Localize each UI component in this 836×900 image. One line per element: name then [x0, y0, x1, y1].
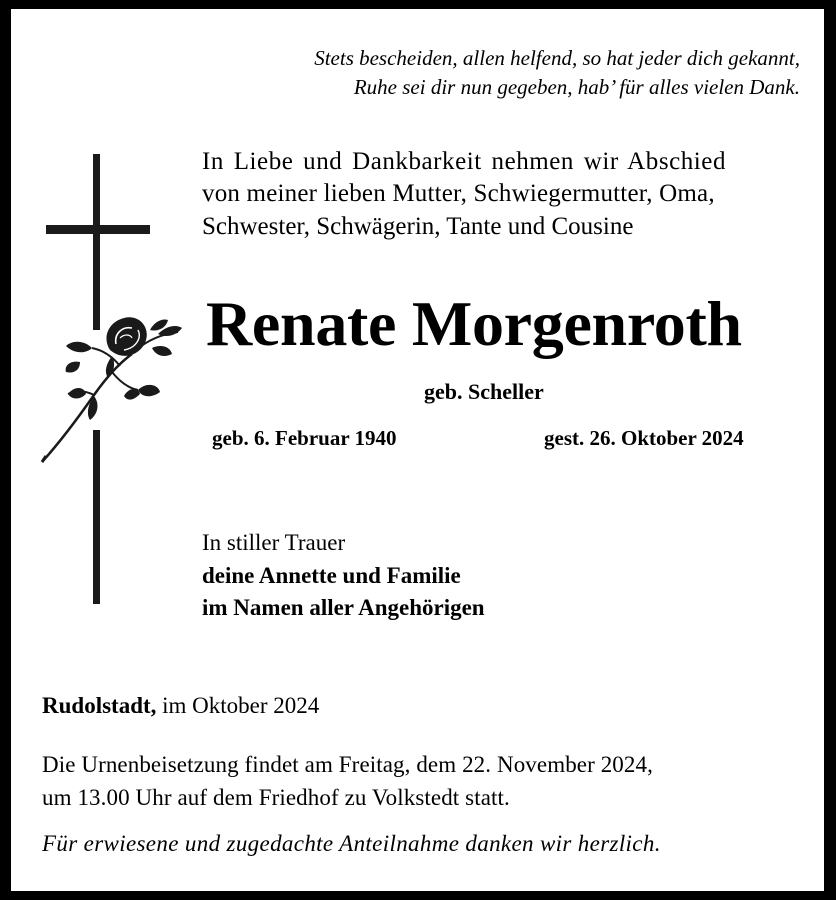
notice-date: im Oktober 2024: [162, 693, 320, 718]
birth-date: geb. 6. Februar 1940: [212, 426, 397, 450]
place-date-line: [42, 690, 319, 722]
intro-line-1: In Liebe und Dankbarkeit nehmen wir Abschied: [202, 148, 726, 175]
burial-line-1: Die Urnenbeisetzung findet am Freitag, dem 22. November 2024,: [42, 752, 653, 777]
death-date: gest. 26. Oktober 2024: [544, 426, 744, 450]
motto-line-2: Ruhe sei dir nun gegeben, hab’ für alles vielen Dank.: [353, 75, 800, 99]
burial-line-2: um 13.00 Uhr auf dem Friedhof zu Volkstedt statt.: [42, 785, 510, 810]
intro-line-3: Schwester, Schwägerin, Tante und Cousine: [202, 213, 634, 240]
mourning-line-2: deine Annette und Familie: [202, 563, 461, 588]
thanks-line: Für erwiesene und zugedachte Anteilnahme danken wir herzlich.: [42, 831, 661, 856]
deceased-name: Renate Morgenroth: [206, 288, 742, 359]
maiden-name: geb. Scheller: [424, 379, 544, 404]
intro-line-2: von meiner lieben Mutter, Schwiegermutter, Oma,: [202, 180, 715, 207]
motto-line-1: Stets bescheiden, allen helfend, so hat jeder dich gekannt,: [314, 46, 800, 70]
mourning-line-1: In stiller Trauer: [202, 530, 346, 555]
mourning-line-3: im Namen aller Angehörigen: [202, 595, 485, 620]
place-name: Rudolstadt,: [42, 693, 157, 718]
cross-with-rose-icon: [40, 150, 190, 610]
